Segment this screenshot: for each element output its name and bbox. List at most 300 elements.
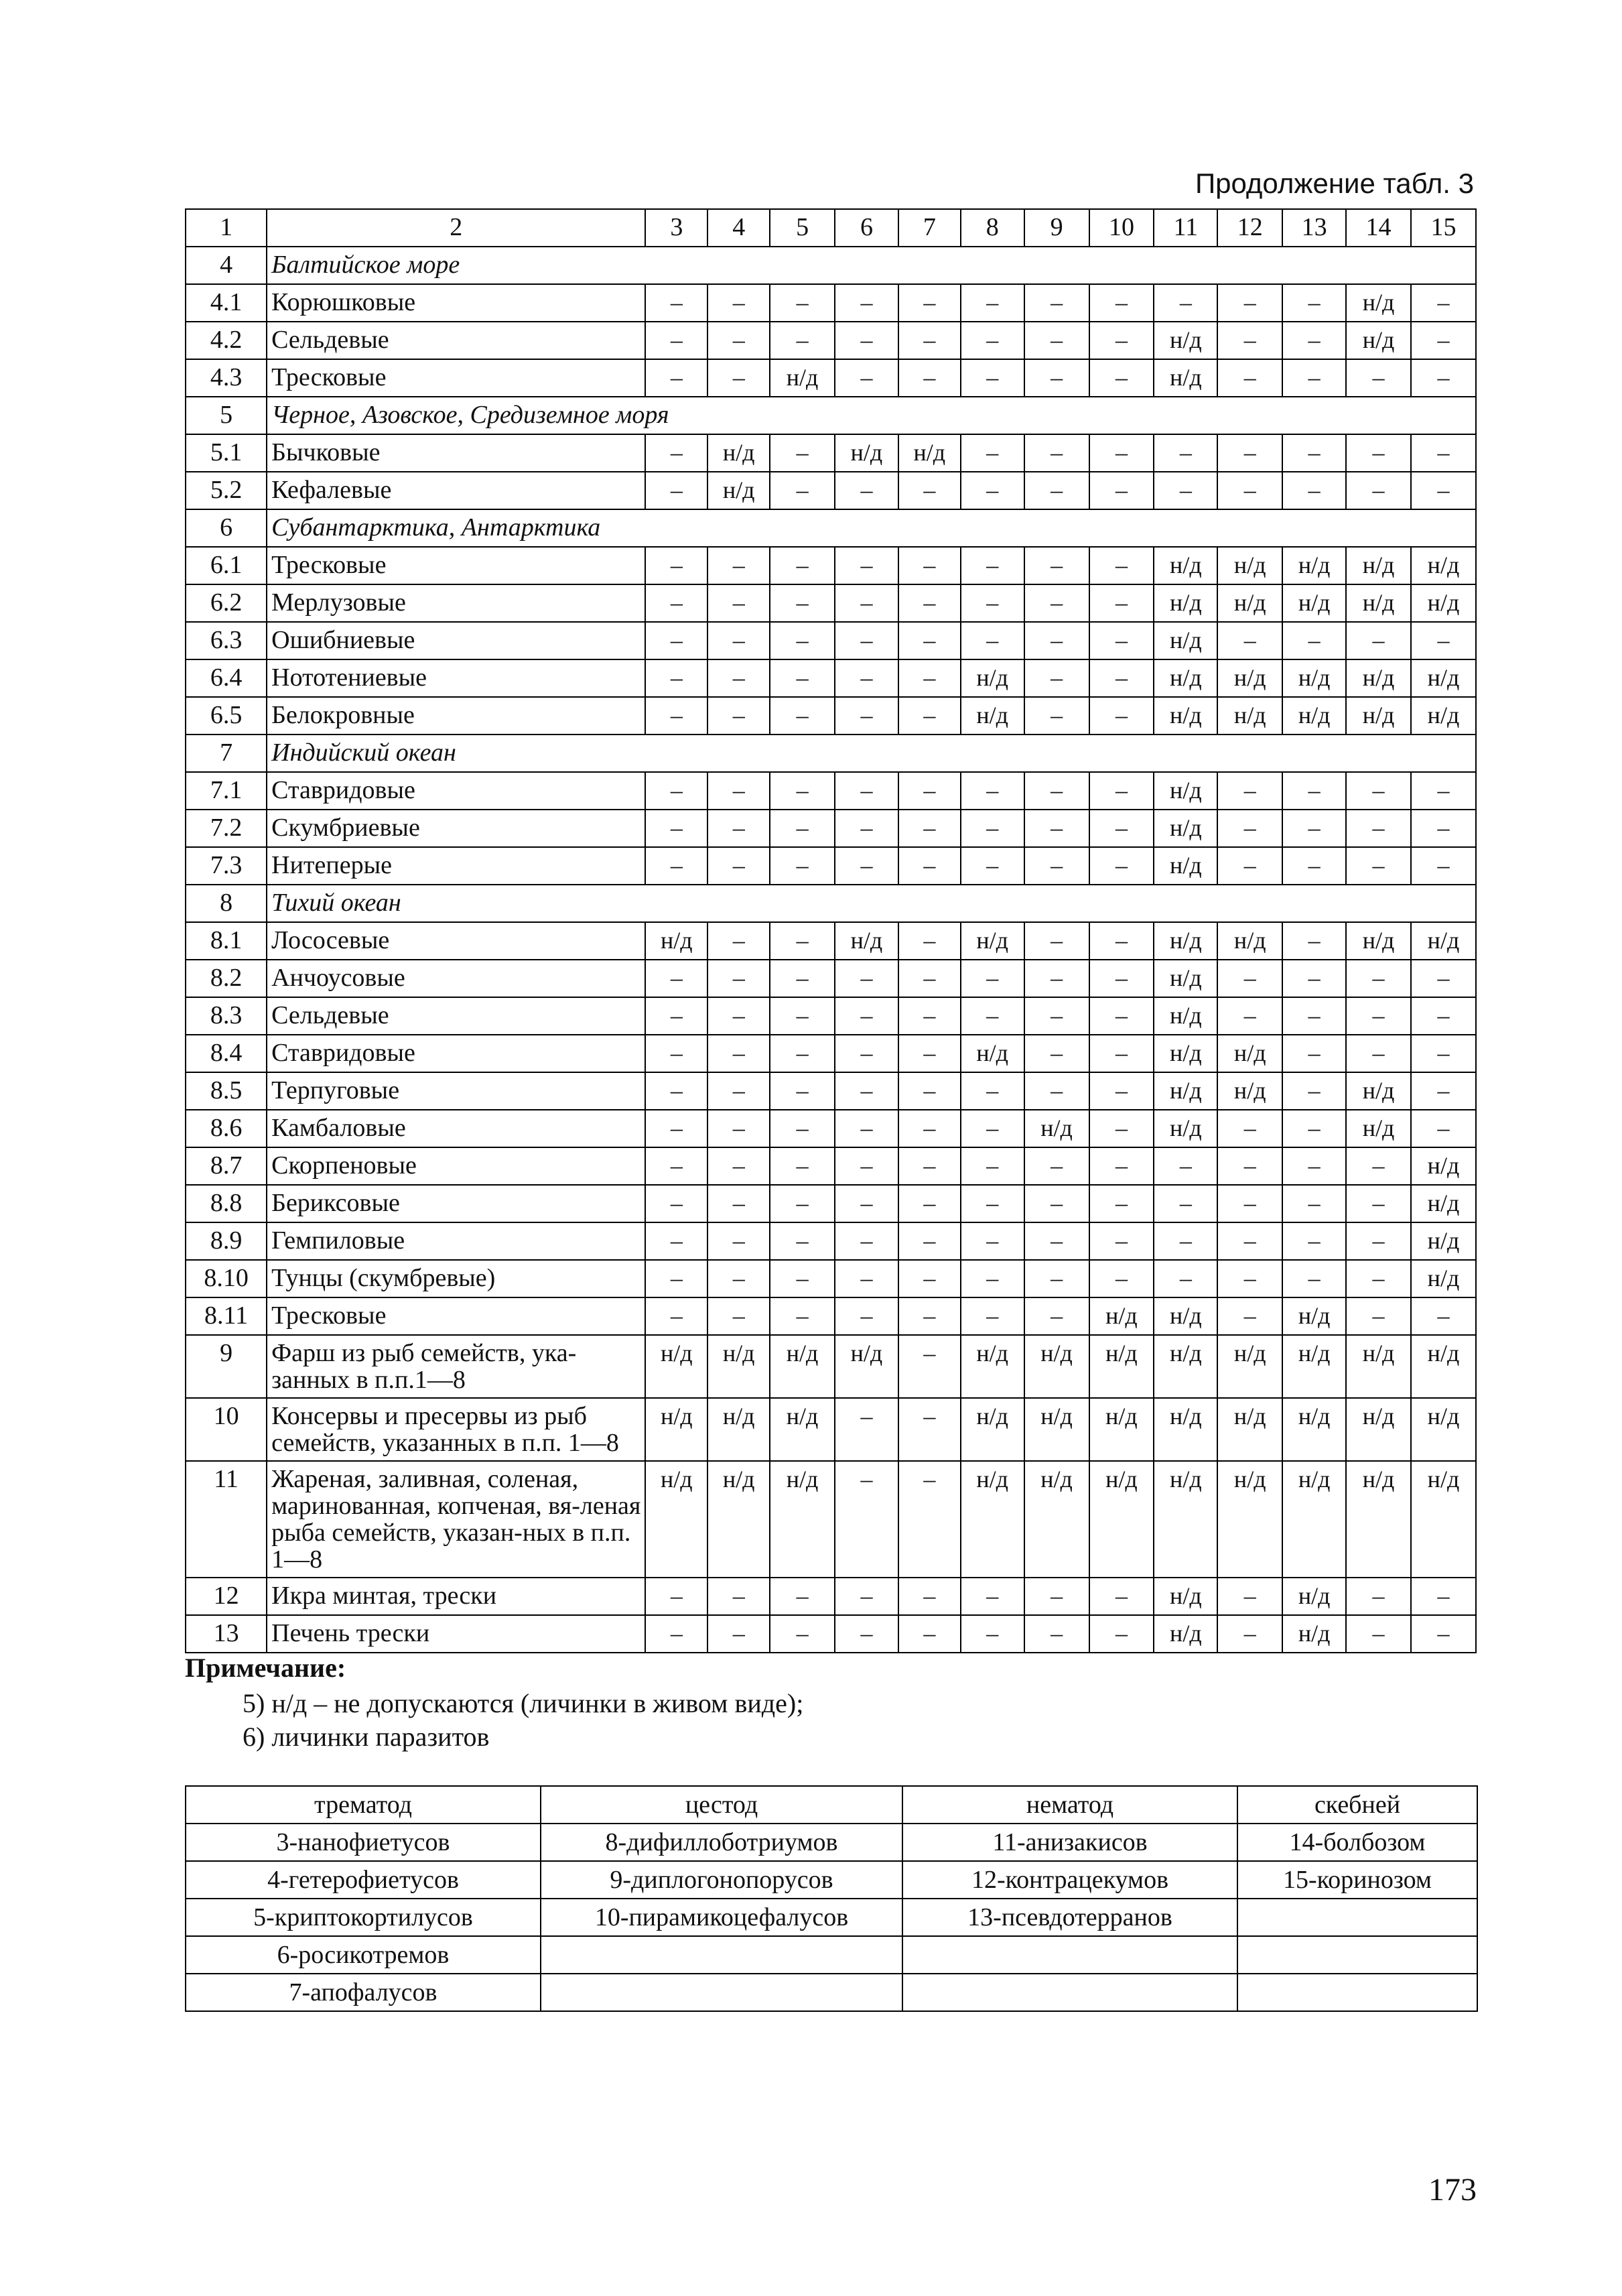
table-cell: –	[1346, 997, 1411, 1035]
column-header: 14	[1346, 209, 1411, 247]
table-cell: н/д	[1282, 1297, 1346, 1335]
table-cell: н/д	[1154, 1035, 1217, 1072]
page-number: 173	[1428, 2172, 1477, 2208]
table-cell: –	[835, 1110, 898, 1147]
table-cell: н/д	[770, 1398, 835, 1461]
product-name: Консервы и пресервы из рыб семейств, указанных в п.п. 1—8	[267, 1398, 645, 1461]
legend-cell: 6-росикотремов	[186, 1936, 541, 1974]
section-row	[186, 509, 1476, 547]
product-name: Сельдевые	[267, 997, 645, 1035]
table-cell: –	[898, 1461, 961, 1578]
table-cell: н/д	[1282, 1615, 1346, 1653]
table-cell: –	[1154, 1185, 1217, 1222]
legend-row	[186, 1936, 1477, 1974]
table-cell: н/д	[1282, 697, 1346, 735]
table-cell: н/д	[1217, 1072, 1282, 1110]
table-cell: н/д	[961, 697, 1024, 735]
table-cell: –	[1089, 772, 1154, 810]
table-cell: –	[770, 1147, 835, 1185]
table-cell: –	[645, 810, 707, 847]
table-cell: –	[961, 1297, 1024, 1335]
table-cell: –	[898, 472, 961, 509]
table-cell: –	[1089, 659, 1154, 697]
table-cell: –	[835, 810, 898, 847]
section-title: Тихий океан	[267, 885, 1476, 922]
legend-cell: 5-криптокортилусов	[186, 1899, 541, 1936]
table-cell: –	[707, 1222, 770, 1260]
table-cell: –	[770, 284, 835, 322]
table-cell: –	[961, 1185, 1024, 1222]
table-cell: н/д	[645, 1398, 707, 1461]
table-cell: н/д	[1024, 1110, 1089, 1147]
table-cell: –	[898, 322, 961, 359]
table-cell: –	[1282, 359, 1346, 397]
legend-cell: 7-апофалусов	[186, 1974, 541, 2011]
table-cell: –	[1089, 322, 1154, 359]
table-cell: –	[835, 547, 898, 584]
table-row	[186, 1335, 1476, 1398]
table-cell: –	[1024, 1035, 1089, 1072]
table-cell: –	[1411, 810, 1476, 847]
table-cell: –	[770, 1185, 835, 1222]
section-title: Черное, Азовское, Средиземное моря	[267, 397, 1476, 434]
product-name: Печень трески	[267, 1615, 645, 1653]
table-cell: –	[645, 1260, 707, 1297]
table-row	[186, 847, 1476, 885]
table-row	[186, 1461, 1476, 1578]
table-cell: –	[1089, 922, 1154, 960]
table-cell: –	[1346, 772, 1411, 810]
table-cell: –	[1282, 1072, 1346, 1110]
note-line: 6) личинки паразитов	[243, 1722, 490, 1752]
table-cell: –	[1282, 772, 1346, 810]
table-cell: н/д	[707, 1335, 770, 1398]
table-cell: –	[1411, 284, 1476, 322]
product-name: Бычковые	[267, 434, 645, 472]
table-cell: –	[1089, 284, 1154, 322]
table-cell: –	[707, 322, 770, 359]
table-cell: –	[770, 1072, 835, 1110]
table-cell: –	[1282, 1110, 1346, 1147]
table-cell: –	[645, 434, 707, 472]
note-title: Примечание:	[185, 1653, 346, 1683]
table-row	[186, 1578, 1476, 1615]
table-cell: –	[707, 547, 770, 584]
table-cell: –	[898, 1035, 961, 1072]
table-cell: –	[898, 1222, 961, 1260]
table-cell: –	[1217, 772, 1282, 810]
table-cell: –	[770, 697, 835, 735]
table-cell: –	[1346, 1185, 1411, 1222]
table-cell: н/д	[961, 1398, 1024, 1461]
legend-row	[186, 1899, 1477, 1936]
row-number: 5.2	[186, 472, 267, 509]
table-cell: –	[707, 1185, 770, 1222]
table-cell: н/д	[961, 1335, 1024, 1398]
table-cell: –	[645, 622, 707, 659]
table-cell: –	[1346, 1035, 1411, 1072]
table-cell: н/д	[1089, 1335, 1154, 1398]
table-cell: –	[835, 1578, 898, 1615]
table-row	[186, 659, 1476, 697]
table-row	[186, 1260, 1476, 1297]
table-cell: –	[835, 772, 898, 810]
table-cell: –	[1217, 847, 1282, 885]
table-cell: –	[1089, 434, 1154, 472]
table-cell: –	[1089, 1185, 1154, 1222]
legend-cell	[902, 1936, 1237, 1974]
table-cell: –	[1089, 1578, 1154, 1615]
table-cell: н/д	[1154, 810, 1217, 847]
table-cell: н/д	[1154, 322, 1217, 359]
table-cell: –	[1217, 1147, 1282, 1185]
table-cell: –	[898, 1072, 961, 1110]
table-cell: –	[770, 322, 835, 359]
table-cell: –	[645, 697, 707, 735]
product-name: Тунцы (скумбревые)	[267, 1260, 645, 1297]
table-cell: –	[1217, 1578, 1282, 1615]
table-cell: н/д	[1411, 659, 1476, 697]
table-cell: –	[770, 1035, 835, 1072]
table-cell: –	[1089, 1035, 1154, 1072]
table-cell: –	[898, 1260, 961, 1297]
table-cell: н/д	[1282, 547, 1346, 584]
table-cell: н/д	[961, 922, 1024, 960]
table-cell: н/д	[1282, 1461, 1346, 1578]
table-cell: н/д	[1154, 1578, 1217, 1615]
row-number: 13	[186, 1615, 267, 1653]
column-header: 11	[1154, 209, 1217, 247]
table-row	[186, 810, 1476, 847]
table-cell: –	[1346, 810, 1411, 847]
product-name: Тресковые	[267, 547, 645, 584]
table-cell: –	[1282, 847, 1346, 885]
table-cell: –	[645, 584, 707, 622]
table-cell: н/д	[1154, 997, 1217, 1035]
table-cell: –	[1089, 584, 1154, 622]
table-cell: –	[770, 1222, 835, 1260]
table-cell: –	[898, 810, 961, 847]
table-cell: –	[1089, 1147, 1154, 1185]
table-cell: –	[645, 284, 707, 322]
table-cell: –	[1346, 1147, 1411, 1185]
legend-row	[186, 1974, 1477, 2011]
table-cell: –	[1411, 847, 1476, 885]
table-cell: –	[961, 1110, 1024, 1147]
table-cell: –	[898, 960, 961, 997]
table-cell: –	[1282, 472, 1346, 509]
table-cell: н/д	[1282, 1335, 1346, 1398]
product-name: Терпуговые	[267, 1072, 645, 1110]
column-header: 7	[898, 209, 961, 247]
table-cell: –	[898, 1615, 961, 1653]
table-cell: –	[770, 772, 835, 810]
table-cell: –	[1154, 472, 1217, 509]
table-cell: –	[770, 960, 835, 997]
legend-cell	[541, 1974, 902, 2011]
table-cell: –	[961, 284, 1024, 322]
table-row	[186, 284, 1476, 322]
table-cell: н/д	[1217, 584, 1282, 622]
table-cell: –	[707, 622, 770, 659]
table-cell: н/д	[1411, 547, 1476, 584]
row-number: 11	[186, 1461, 267, 1578]
table-cell: –	[1411, 322, 1476, 359]
table-cell: –	[707, 1578, 770, 1615]
table-cell: –	[898, 547, 961, 584]
table-cell: н/д	[1282, 1578, 1346, 1615]
table-cell: –	[961, 584, 1024, 622]
table-cell: –	[961, 997, 1024, 1035]
table-row	[186, 359, 1476, 397]
table-cell: –	[1217, 359, 1282, 397]
table-cell: –	[1024, 472, 1089, 509]
table-cell: н/д	[961, 659, 1024, 697]
table-row	[186, 997, 1476, 1035]
row-number: 6.1	[186, 547, 267, 584]
table-cell: –	[898, 622, 961, 659]
table-cell: –	[707, 284, 770, 322]
table-cell: н/д	[1024, 1398, 1089, 1461]
table-cell: н/д	[835, 434, 898, 472]
table-cell: н/д	[1154, 1335, 1217, 1398]
table-cell: н/д	[1217, 1035, 1282, 1072]
table-cell: –	[1217, 960, 1282, 997]
table-cell: н/д	[1411, 1185, 1476, 1222]
table-cell: –	[898, 772, 961, 810]
table-cell: –	[1024, 960, 1089, 997]
table-cell: –	[1024, 997, 1089, 1035]
table-cell: –	[961, 1615, 1024, 1653]
row-number: 7.1	[186, 772, 267, 810]
column-header: 8	[961, 209, 1024, 247]
table-row	[186, 1185, 1476, 1222]
table-cell: –	[1411, 1072, 1476, 1110]
table-cell: н/д	[707, 472, 770, 509]
note-line: 5) н/д – не допускаются (личинки в живом виде);	[243, 1688, 804, 1718]
table-cell: –	[1411, 997, 1476, 1035]
table-cell: –	[1411, 1110, 1476, 1147]
table-cell: –	[707, 1035, 770, 1072]
table-cell: –	[835, 322, 898, 359]
section-title: Индийский океан	[267, 735, 1476, 772]
table-cell: н/д	[1282, 584, 1346, 622]
table-cell: –	[898, 1110, 961, 1147]
table-cell: –	[645, 1578, 707, 1615]
table-cell: –	[1411, 472, 1476, 509]
product-name: Анчоусовые	[267, 960, 645, 997]
table-cell: –	[898, 1147, 961, 1185]
table-cell: н/д	[1089, 1297, 1154, 1335]
legend-cell: 4-гетерофиетусов	[186, 1861, 541, 1899]
row-number: 8.1	[186, 922, 267, 960]
row-number: 8.10	[186, 1260, 267, 1297]
table-cell: –	[770, 547, 835, 584]
column-header: 6	[835, 209, 898, 247]
legend-header: цестод	[541, 1786, 902, 1824]
table-cell: –	[835, 1185, 898, 1222]
table-cell: –	[1282, 322, 1346, 359]
table-cell: н/д	[707, 434, 770, 472]
table-cell: н/д	[1411, 1147, 1476, 1185]
product-name: Сельдевые	[267, 322, 645, 359]
table-cell: –	[707, 1110, 770, 1147]
table-cell: н/д	[1411, 1461, 1476, 1578]
table-cell: –	[1024, 1615, 1089, 1653]
table-cell: –	[835, 1260, 898, 1297]
table-cell: н/д	[1411, 1260, 1476, 1297]
column-header: 10	[1089, 209, 1154, 247]
table-caption: Продолжение табл. 3	[1195, 168, 1474, 199]
legend-header: нематод	[902, 1786, 1237, 1824]
table-cell: –	[1346, 472, 1411, 509]
section-title: Балтийское море	[267, 247, 1476, 284]
table-cell: –	[961, 1147, 1024, 1185]
table-row	[186, 1297, 1476, 1335]
table-cell: –	[835, 1398, 898, 1461]
table-cell: н/д	[1154, 1110, 1217, 1147]
table-cell: –	[770, 1578, 835, 1615]
column-header: 1	[186, 209, 267, 247]
column-header: 2	[267, 209, 645, 247]
table-cell: –	[1411, 359, 1476, 397]
table-cell: –	[1282, 284, 1346, 322]
table-cell: н/д	[1154, 772, 1217, 810]
table-row	[186, 960, 1476, 997]
legend-cell: 13-псевдотерранов	[902, 1899, 1237, 1936]
row-number: 8.8	[186, 1185, 267, 1222]
table-cell: –	[707, 810, 770, 847]
table-cell: –	[707, 1297, 770, 1335]
table-cell: –	[645, 847, 707, 885]
table-cell: –	[645, 997, 707, 1035]
table-cell: –	[1217, 622, 1282, 659]
table-cell: н/д	[961, 1035, 1024, 1072]
table-cell: –	[770, 1615, 835, 1653]
table-cell: –	[1217, 1297, 1282, 1335]
table-cell: –	[645, 1147, 707, 1185]
table-cell: –	[1411, 1035, 1476, 1072]
table-cell: –	[835, 659, 898, 697]
row-number: 7.2	[186, 810, 267, 847]
table-cell: –	[707, 584, 770, 622]
table-row	[186, 1615, 1476, 1653]
table-cell: –	[770, 659, 835, 697]
table-cell: –	[1346, 1260, 1411, 1297]
table-row	[186, 1035, 1476, 1072]
table-cell: –	[707, 997, 770, 1035]
row-number: 8.3	[186, 997, 267, 1035]
table-cell: –	[1411, 1615, 1476, 1653]
table-cell: –	[1024, 922, 1089, 960]
table-cell: –	[645, 472, 707, 509]
table-cell: н/д	[1346, 547, 1411, 584]
legend-header: скебней	[1237, 1786, 1477, 1824]
table-cell: –	[1217, 322, 1282, 359]
table-cell: –	[1282, 922, 1346, 960]
table-cell: н/д	[1089, 1398, 1154, 1461]
legend-header-row	[186, 1786, 1477, 1824]
table-cell: н/д	[1154, 1615, 1217, 1653]
column-header: 15	[1411, 209, 1476, 247]
table-cell: –	[835, 1222, 898, 1260]
table-cell: –	[1024, 1222, 1089, 1260]
table-cell: –	[898, 1297, 961, 1335]
table-cell: –	[1346, 1222, 1411, 1260]
table-cell: –	[707, 772, 770, 810]
table-cell: –	[1217, 1615, 1282, 1653]
table-cell: –	[1282, 1222, 1346, 1260]
table-cell: н/д	[645, 1335, 707, 1398]
legend-cell: 14-болбозом	[1237, 1824, 1477, 1861]
row-number: 7	[186, 735, 267, 772]
table-cell: –	[1217, 1222, 1282, 1260]
row-number: 4	[186, 247, 267, 284]
table-cell: –	[770, 584, 835, 622]
table-cell: –	[1089, 622, 1154, 659]
table-cell: н/д	[1024, 1461, 1089, 1578]
table-cell: –	[645, 1297, 707, 1335]
table-cell: н/д	[1024, 1335, 1089, 1398]
table-cell: –	[1154, 434, 1217, 472]
table-cell: –	[707, 847, 770, 885]
table-cell: –	[1282, 1185, 1346, 1222]
column-header: 13	[1282, 209, 1346, 247]
table-cell: н/д	[645, 1461, 707, 1578]
table-cell: н/д	[1346, 322, 1411, 359]
table-cell: н/д	[1411, 697, 1476, 735]
table-cell: –	[835, 622, 898, 659]
table-cell: –	[707, 659, 770, 697]
table-cell: –	[770, 922, 835, 960]
table-cell: н/д	[707, 1398, 770, 1461]
column-header: 9	[1024, 209, 1089, 247]
product-name: Нототениевые	[267, 659, 645, 697]
column-header: 3	[645, 209, 707, 247]
table-cell: н/д	[1154, 922, 1217, 960]
table-cell: н/д	[1154, 847, 1217, 885]
table-cell: н/д	[1154, 547, 1217, 584]
table-cell: –	[1089, 997, 1154, 1035]
table-row	[186, 472, 1476, 509]
table-cell: –	[1089, 847, 1154, 885]
legend-cell: 12-контрацекумов	[902, 1861, 1237, 1899]
legend-cell: 3-нанофиетусов	[186, 1824, 541, 1861]
table-cell: –	[770, 847, 835, 885]
table-cell: –	[1089, 1110, 1154, 1147]
table-cell: –	[645, 1035, 707, 1072]
table-cell: –	[1411, 622, 1476, 659]
row-number: 8.6	[186, 1110, 267, 1147]
table-cell: н/д	[1346, 697, 1411, 735]
table-cell: –	[707, 922, 770, 960]
column-header: 5	[770, 209, 835, 247]
table-cell: н/д	[770, 1335, 835, 1398]
legend-cell: 9-диплогонопорусов	[541, 1861, 902, 1899]
table-cell: н/д	[707, 1461, 770, 1578]
table-cell: –	[898, 847, 961, 885]
table-cell: –	[1282, 810, 1346, 847]
product-name: Белокровные	[267, 697, 645, 735]
table-cell: –	[1346, 1578, 1411, 1615]
table-cell: –	[1089, 472, 1154, 509]
table-cell: н/д	[1154, 1072, 1217, 1110]
legend-row	[186, 1861, 1477, 1899]
legend-cell: 10-пирамикоцефалусов	[541, 1899, 902, 1936]
table-cell: –	[1024, 1578, 1089, 1615]
product-name: Кефалевые	[267, 472, 645, 509]
product-name: Ставридовые	[267, 772, 645, 810]
